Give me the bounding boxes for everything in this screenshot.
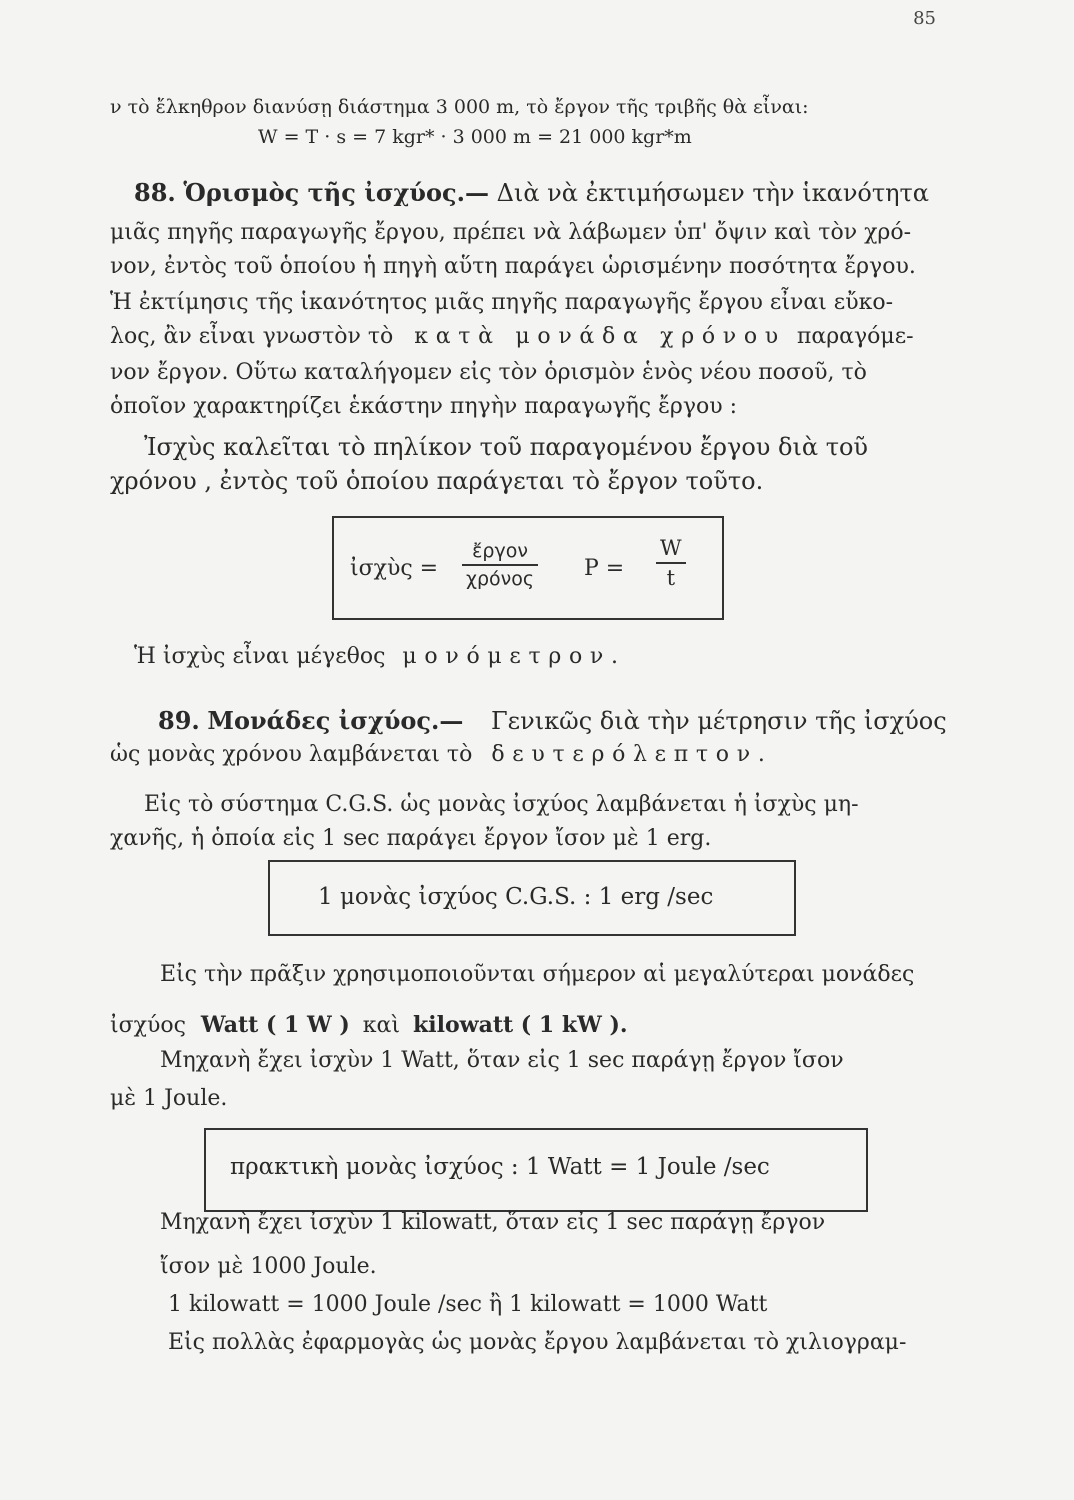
text-line-5: νον, ἐντὸς τοῦ ὁποίου ἡ πηγὴ αὕτη παράγει ὡρισμένην ποσότητα ἔργου. (110, 254, 916, 279)
text-line-8: νον ἔργον. Οὕτω καταλήγομεν εἰς τὸν ὁρισμὸν ἑνὸς νέου ποσοῦ, τὸ (110, 360, 867, 385)
emphasis-per-time-unit: κατὰ μονάδα χρόνου (414, 324, 786, 349)
section-88-number: 88. (134, 178, 176, 207)
definition-line-2: χρόνου , ἐντὸς τοῦ ὁποίου παράγεται τὸ ἔργον τοῦτο. (110, 467, 764, 495)
text-line-17: Εἰς τὴν πρᾶξιν χρησιμοποιοῦνται σήμερον αἱ μεγαλύτεραι μονάδες (160, 962, 915, 987)
section-89-line-1: Γενικῶς διὰ τὴν μέτρησιν τῆς ἰσχύος (491, 707, 947, 735)
emphasis-scalar: μονόμετρον. (402, 644, 626, 669)
definition-line-1: Ἰσχὺς καλεῖται τὸ πηλίκον τοῦ παραγομένου ἔργου διὰ τοῦ (144, 433, 869, 461)
formula-fraction-w-t (656, 536, 686, 590)
fraction-bar-2 (656, 562, 686, 564)
formula-t: t (666, 566, 676, 590)
text-line-7a: λος, ἂν εἶναι γνωστὸν τὸ (110, 324, 394, 349)
fraction-bar (462, 564, 538, 566)
equation-kilowatt: 1 kilowatt = 1000 Joule /sec ἢ 1 kilowatt = 1000 Watt (168, 1292, 768, 1317)
text-line-18a: ἰσχύος (110, 1013, 186, 1038)
emphasis-second: δευτερόλεπτον. (491, 742, 773, 767)
text-line-6: Ἡ ἐκτίμησις τῆς ἱκανότητος μιᾶς πηγῆς παραγωγῆς ἔργου εἶναι εὔκο- (110, 290, 893, 315)
cgs-unit-box (268, 860, 796, 936)
text-line-scalar-a: Ἡ ἰσχὺς εἶναι μέγεθος (134, 644, 386, 669)
cgs-unit-text: 1 μονὰς ἰσχύος C.G.S. : 1 erg /sec (318, 884, 714, 910)
text-line-21: Μηχανὴ ἔχει ἰσχὺν 1 kilowatt, ὅταν εἰς 1 sec παράγῃ ἔργον (160, 1210, 826, 1235)
text-line-4: μιᾶς πηγῆς παραγωγῆς ἔργου, πρέπει νὰ λάβωμεν ὑπ' ὄψιν καὶ τὸν χρό- (110, 220, 912, 245)
text-line-14 (110, 740, 773, 770)
watt-unit-box (204, 1128, 868, 1212)
formula-fraction-work-time (462, 540, 538, 590)
text-line-9: ὁποῖον χαρακτηρίζει ἑκάστην πηγὴν παραγωγῆς ἔργου : (110, 394, 737, 419)
text-line-18 (110, 1010, 628, 1041)
watt-unit-text: πρακτικὴ μονὰς ἰσχύος : 1 Watt = 1 Joule /sec (230, 1154, 770, 1180)
formula-numerator: ἔργον (472, 540, 528, 562)
text-line-7c: παραγόμε- (796, 324, 914, 349)
unit-kilowatt: kilowatt ( 1 kW ). (413, 1012, 628, 1038)
page-number: 85 (913, 8, 936, 29)
section-88-line-1: Διὰ νὰ ἐκτιμήσωμεν τὴν ἱκανότητα (496, 179, 929, 207)
formula-lhs: ἰσχὺς = (350, 556, 439, 581)
equation-work: W = T · s = 7 kgr* · 3 000 m = 21 000 kgr*m (258, 126, 692, 148)
text-line-20: μὲ 1 Joule. (110, 1086, 228, 1111)
section-89-heading (158, 706, 947, 736)
text-line-19: Μηχανὴ ἔχει ἰσχὺν 1 Watt, ὅταν εἰς 1 sec παράγῃ ἔργον ἴσον (160, 1048, 844, 1073)
power-formula-box (332, 516, 724, 620)
text-line-15: Εἰς τὸ σύστημα C.G.S. ὡς μονὰς ἰσχύος λαμβάνεται ἡ ἰσχὺς μη- (144, 792, 859, 817)
formula-denominator: χρόνος (466, 568, 535, 590)
text-line-14a: ὡς μονὰς χρόνου λαμβάνεται τὸ (110, 742, 473, 767)
text-line-scalar (134, 642, 626, 672)
section-88-title: Ὁρισμὸς τῆς ἰσχύος.— (183, 178, 489, 207)
text-line-1: ν τὸ ἔλκηθρον διανύσῃ διάστημα 3 000 m, τὸ ἔργον τῆς τριβῆς θὰ εἶναι: (110, 96, 809, 118)
text-line-7 (110, 322, 914, 352)
section-89-number: 89. (158, 706, 200, 735)
formula-w: W (660, 536, 682, 560)
text-line-22: ἴσον μὲ 1000 Joule. (160, 1254, 377, 1279)
unit-watt: Watt ( 1 W ) (200, 1012, 350, 1038)
section-88-heading (134, 178, 929, 208)
text-line-16: χανῆς, ἡ ὁποία εἰς 1 sec παράγει ἔργον ἴσον μὲ 1 erg. (110, 826, 712, 851)
text-line-24: Εἰς πολλὰς ἐφαρμογὰς ὡς μονὰς ἔργου λαμβάνεται τὸ χιλιογραμ- (168, 1330, 907, 1355)
text-line-18c: καὶ (362, 1013, 400, 1038)
formula-p-equals: P = (584, 556, 625, 581)
section-89-title: Μονάδες ἰσχύος.— (207, 706, 464, 735)
